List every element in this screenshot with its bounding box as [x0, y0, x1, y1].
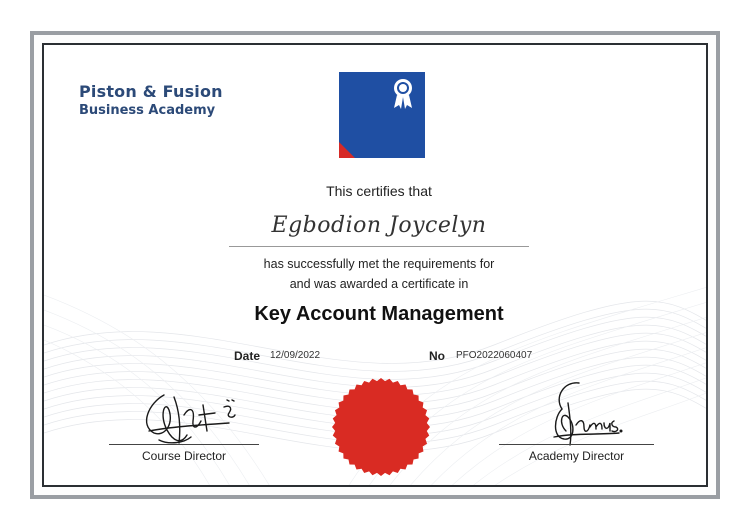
statement-line2: and was awarded a certificate in: [289, 277, 469, 291]
certificate-outer-frame: [30, 31, 720, 499]
award-ribbon-icon: [339, 72, 425, 158]
certifies-text: This certifies that: [326, 183, 432, 199]
number-value: PFO2022060407: [456, 350, 533, 361]
date-label: Date: [234, 349, 261, 363]
statement: [44, 254, 708, 294]
course-title: Key Account Management: [254, 303, 504, 325]
course-director-label: Course Director: [141, 449, 227, 463]
number-label: No: [429, 349, 445, 363]
academy-name-line2: Business Academy: [79, 102, 216, 118]
recipient-name: Egbodion Joycelyn: [271, 213, 487, 238]
certificate-inner-frame: [42, 43, 708, 487]
name-underline: [229, 246, 529, 247]
date-value: 12/09/2022: [270, 350, 321, 361]
course-director-line: [109, 444, 259, 445]
statement-line1: has successfully met the requirements for: [263, 257, 495, 271]
academy-name: [79, 82, 223, 120]
academy-name-line1: Piston & Fusion: [79, 82, 223, 101]
academy-director-label: Academy Director: [528, 449, 625, 463]
red-seal: [331, 377, 431, 477]
academy-director-line: [499, 444, 654, 445]
